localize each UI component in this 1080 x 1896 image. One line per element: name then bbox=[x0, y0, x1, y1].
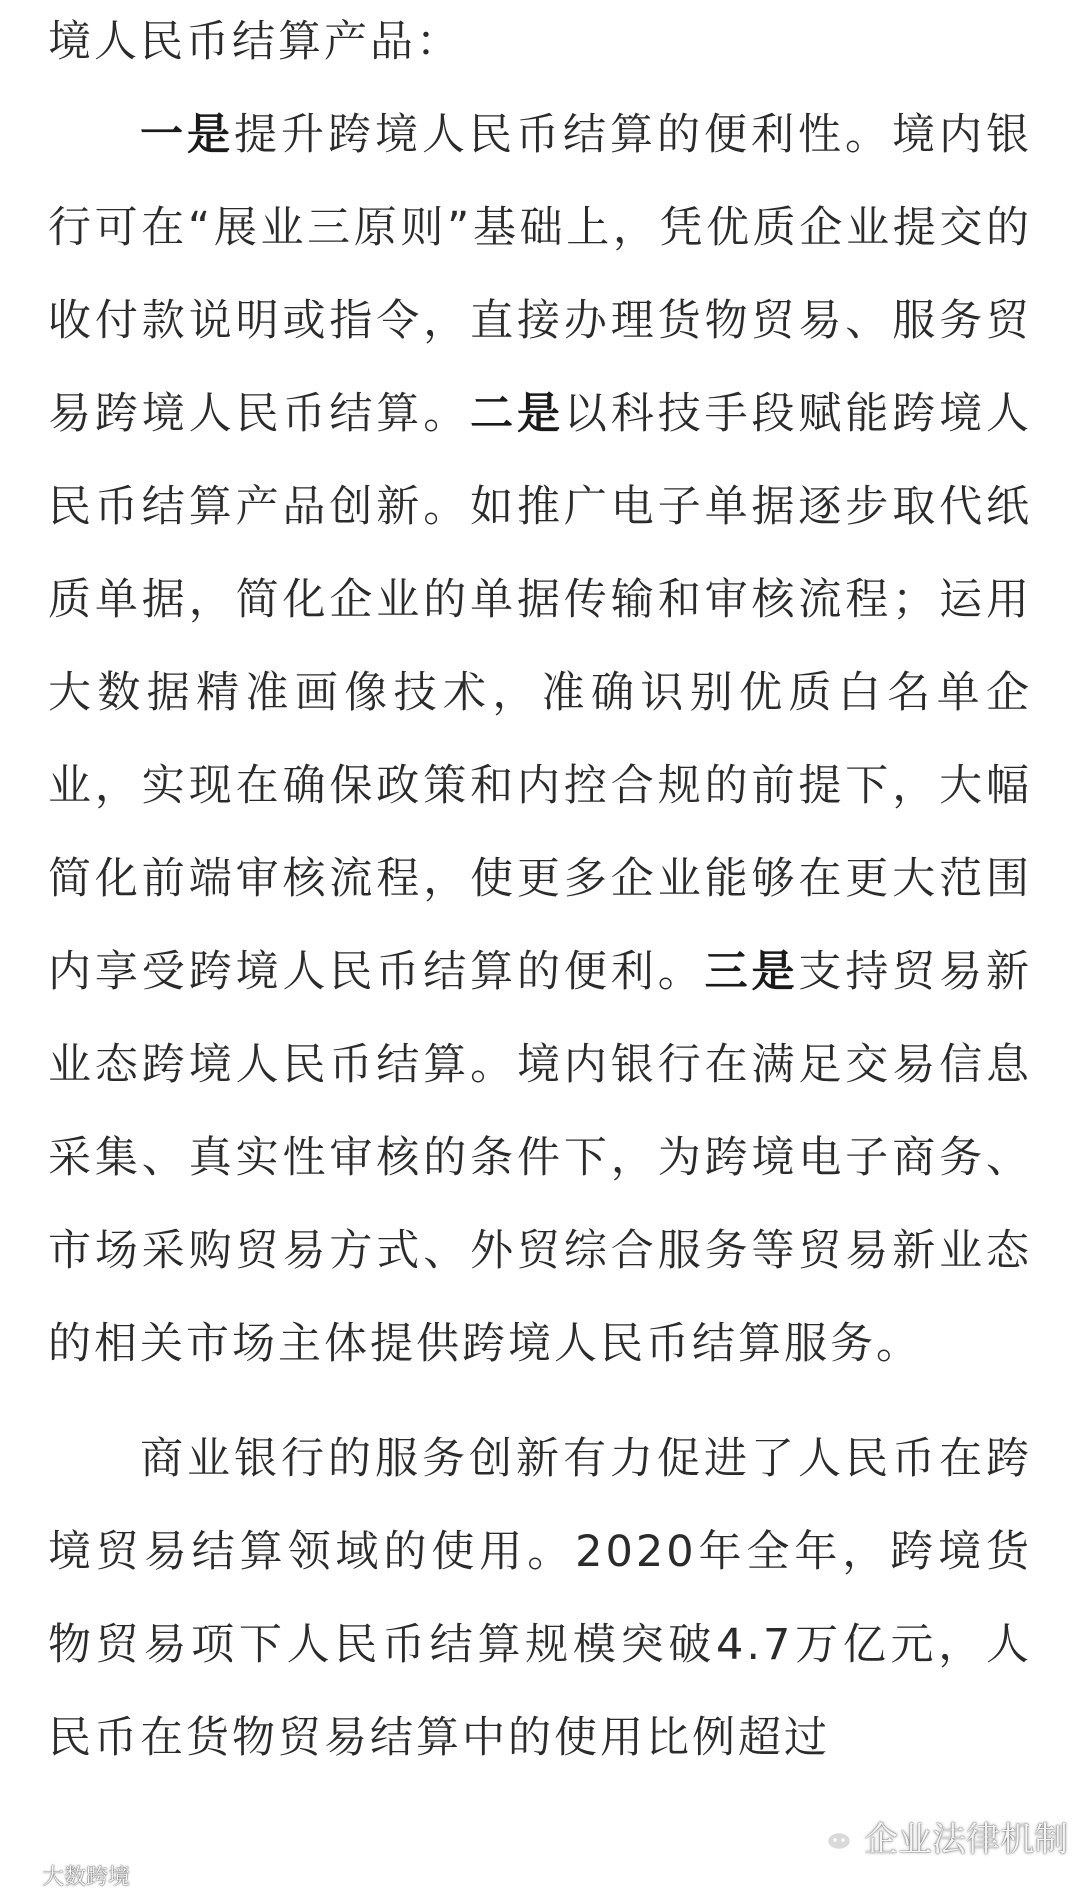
paragraph-continuation bbox=[48, 0, 1032, 89]
article-body bbox=[48, 0, 1032, 1785]
watermark-left-text: 大数跨境 bbox=[42, 1864, 131, 1890]
paragraph-effects bbox=[48, 1413, 1032, 1785]
watermark-right-text: 企业法律机制 bbox=[864, 1819, 1068, 1860]
paragraph-text: 商业银行的服务创新有力促进了人民币在跨境贸易结算领域的使用。2020年全年，跨境货物贸易项下人民币结算规模突破4.7万亿元，人民币在货物贸易结算中的使用比例超过 bbox=[48, 1434, 1032, 1763]
paragraph-text: 境人民币结算产品： bbox=[48, 17, 462, 67]
emphasis-three: 三是 bbox=[704, 947, 799, 997]
emphasis-one: 一是 bbox=[140, 110, 234, 160]
wechat-icon bbox=[810, 1817, 854, 1855]
paragraph-text: 以科技手段赋能跨境人民币结算产品创新。如推广电子单据逐步取代纸质单据，简化企业的单据传输和审核流程；运用大数据精准画像技术，准确识别优质白名单企业，实现在确保政策和内控合规的前提下，大幅简化前端审核流程，使更多企业能够在更大范围内享受跨境人民币结算的便利。 bbox=[48, 389, 1033, 997]
paragraph-measures bbox=[48, 89, 1032, 1391]
weibo-icon bbox=[6, 1862, 36, 1888]
emphasis-two: 二是 bbox=[470, 389, 564, 439]
paragraph-text: 提升跨境人民币结算的便利性。境内银行可在“展业三原则”基础上，凭优质企业提交的收付款说明或指令，直接办理货物贸易、服务贸易跨境人民币结算。 bbox=[48, 110, 1032, 439]
paragraph-text: 支持贸易新业态跨境人民币结算。境内银行在满足交易信息采集、真实性审核的条件下，为跨境电子商务、市场采购贸易方式、外贸综合服务等贸易新业态的相关市场主体提供跨境人民币结算服务。 bbox=[48, 947, 1033, 1369]
watermark-right bbox=[810, 1810, 1068, 1862]
watermark-left bbox=[6, 1858, 130, 1892]
